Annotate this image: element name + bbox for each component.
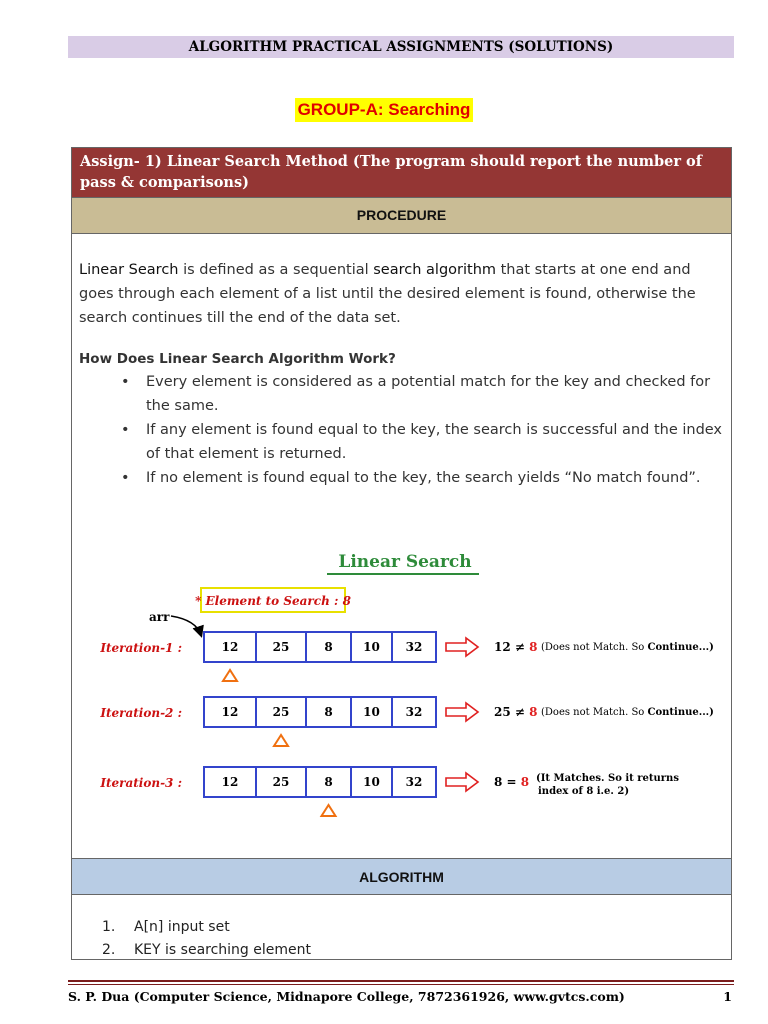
iteration-note: (It Matches. So it returns: [536, 773, 679, 784]
comparison-text: 12 ≠ 8: [494, 640, 538, 654]
array-cell-value: 10: [363, 775, 380, 789]
array-cell-value: 25: [272, 705, 290, 719]
iteration-label: Iteration-1 :: [100, 641, 182, 655]
array-cell-value: 8: [324, 640, 333, 654]
algorithm-heading: ALGORITHM: [72, 858, 731, 895]
page-footer: [68, 988, 734, 1006]
group-title: GROUP-A: Searching: [295, 98, 474, 122]
array-cell-value: 12: [221, 775, 239, 789]
arrow-right-icon: [446, 638, 478, 656]
comparison-text: 25 ≠ 8: [494, 705, 538, 719]
page-number: 1: [723, 989, 732, 1004]
arrow-right-icon: [446, 773, 478, 791]
intro-part1: is defined as a sequential: [178, 262, 374, 278]
iteration-label: Iteration-3 :: [100, 776, 182, 790]
iteration-note: (Does not Match. So Continue...): [541, 642, 714, 653]
intro-link-term: search algorithm: [373, 262, 497, 278]
procedure-heading: PROCEDURE: [72, 198, 731, 234]
arr-label: arr: [149, 610, 170, 624]
bullet-dot-icon: •: [121, 374, 130, 390]
array-cell-value: 8: [324, 775, 333, 789]
key-label: * Element to Search : 8: [195, 594, 351, 608]
array-cell-value: 32: [405, 775, 423, 789]
algorithm-step: 1. A[n] input set: [102, 919, 230, 935]
page-header: [68, 36, 734, 58]
iteration-note: (Does not Match. So Continue...): [541, 707, 714, 718]
array-cell-value: 10: [363, 640, 380, 654]
footer-text: S. P. Dua (Computer Science, Midnapore College, 7872361926, www.gvtcs.com): [68, 989, 625, 1004]
algorithm-steps: [102, 916, 311, 962]
comparison-text: 8 = 8: [494, 775, 530, 789]
array-cell-value: 8: [324, 705, 333, 719]
how-bullets: [79, 370, 727, 490]
how-heading: How Does Linear Search Algorithm Work?: [79, 351, 396, 367]
iteration-label: Iteration-2 :: [100, 706, 182, 720]
page-header-title: ALGORITHM PRACTICAL ASSIGNMENTS (SOLUTIONS): [188, 39, 614, 55]
linear-search-diagram: [72, 540, 731, 852]
pointer-triangle-icon: [274, 735, 288, 746]
assignment-title-bar: [72, 148, 731, 198]
bullet-item: • Every element is considered as a potential match for the key and checked for the same.: [146, 370, 727, 418]
intro-paragraph: [79, 258, 727, 330]
assignment-frame: [71, 147, 732, 960]
bullet-item: • If any element is found equal to the key, the search is successful and the index of that element is returned.: [146, 418, 727, 466]
diagram-title: Linear Search: [338, 552, 472, 572]
procedure-content: [79, 258, 727, 490]
footer-divider: [68, 980, 734, 982]
intro-part2: that starts at one end and goes through each element of a list until the desired element is found, otherwise the search continues till the end of the data set.: [79, 262, 696, 326]
array-cell-value: 25: [272, 775, 290, 789]
iteration-note: index of 8 i.e. 2): [538, 786, 630, 797]
pointer-triangle-icon: [322, 805, 336, 816]
array-cell-value: 25: [272, 640, 290, 654]
assignment-title-line1: Assign- 1) Linear Search Method (The program should report the number of: [80, 153, 702, 170]
bullet-item: • If no element is found equal to the key, the search yields “No match found”.: [146, 466, 727, 490]
assignment-title-line2: pass & comparisons): [80, 174, 249, 191]
array-cell-value: 12: [221, 705, 239, 719]
group-heading: [0, 98, 768, 122]
iterations-group: [99, 632, 714, 816]
bullet-dot-icon: •: [121, 470, 130, 486]
pointer-triangle-icon: [223, 670, 237, 681]
array-cell-value: 32: [405, 705, 423, 719]
array-cell-value: 32: [405, 640, 423, 654]
array-cell-value: 10: [363, 705, 380, 719]
algorithm-step: 2. KEY is searching element: [102, 942, 311, 958]
footer-divider-thin: [68, 984, 734, 985]
arrow-right-icon: [446, 703, 478, 721]
bullet-dot-icon: •: [121, 422, 130, 438]
arr-pointer-arrow: [171, 616, 201, 635]
array-cell-value: 12: [221, 640, 239, 654]
intro-term: Linear Search: [79, 262, 179, 278]
